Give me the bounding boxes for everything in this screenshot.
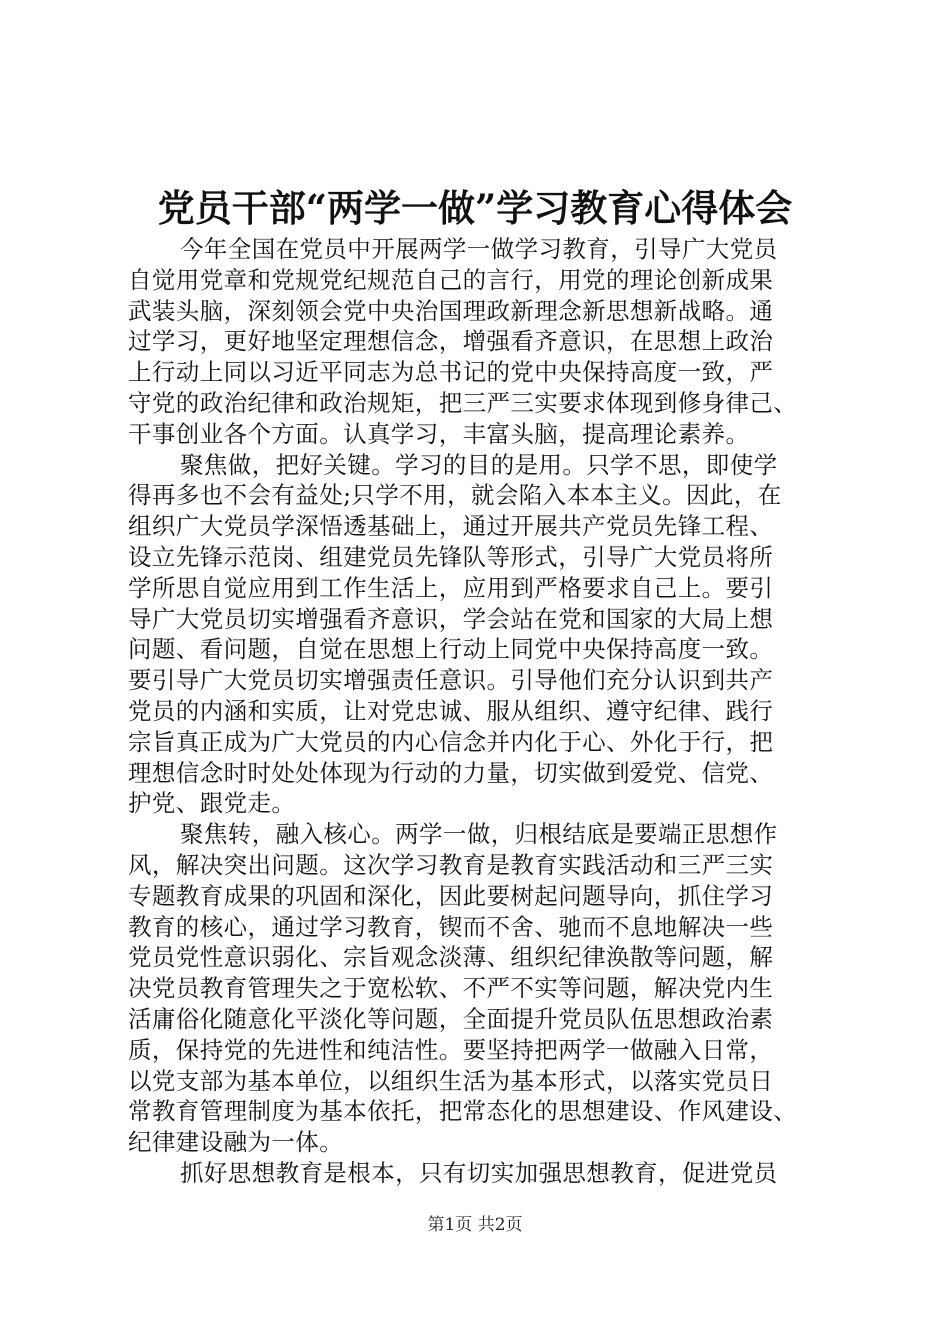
text-line: 教育的核心，通过学习教育，锲而不舍、驰而不息地解决一些: [128, 912, 774, 941]
text-line: 要引导广大党员切实增强责任意识。引导他们充分认识到共产: [128, 666, 774, 695]
text-line: 过学习，更好地坚定理想信念，增强看齐意识，在思想上政治: [128, 327, 774, 356]
text-line: 抓好思想教育是根本，只有切实加强思想教育，促进党员: [180, 1158, 778, 1187]
text-line: 决党员教育管理失之于宽松软、不严不实等问题，解决党内生: [128, 974, 774, 1003]
text-line: 聚焦转，融入核心。两学一做，归根结底是要端正思想作: [180, 820, 778, 849]
text-line: 以党支部为基本单位，以组织生活为基本形式，以落实党员日: [128, 1066, 774, 1095]
text-line: 党员的内涵和实质，让对党忠诚、服从组织、遵守纪律、践行: [128, 696, 774, 725]
text-line: 得再多也不会有益处;只学不用，就会陷入本本主义。因此，在: [128, 481, 782, 510]
page-footer: 第1页 共2页: [427, 1215, 523, 1235]
text-line: 武装头脑，深刻领会党中央治国理政新理念新思想新战略。通: [128, 296, 774, 325]
text-line: 上行动上同以习近平同志为总书记的党中央保持高度一致，严: [128, 358, 774, 387]
text-line: 纪律建设融为一体。: [128, 1128, 344, 1157]
text-line: 组织广大党员学深悟透基础上，通过开展共产党员先锋工程、: [128, 512, 774, 541]
text-line: 聚焦做，把好关键。学习的目的是用。只学不思，即使学: [180, 450, 778, 479]
text-line: 自觉用党章和党规党纪规范自己的言行，用党的理论创新成果: [128, 265, 774, 294]
text-line: 护党、跟党走。: [128, 789, 296, 818]
text-line: 质，保持党的先进性和纯洁性。要坚持把两学一做融入日常，: [128, 1035, 774, 1064]
text-line: 专题教育成果的巩固和深化，因此要树起问题导向，抓住学习: [128, 881, 774, 910]
text-line: 干事创业各个方面。认真学习，丰富头脑，提高理论素养。: [128, 419, 750, 448]
text-line: 问题、看问题，自觉在思想上行动上同党中央保持高度一致。: [128, 635, 774, 664]
text-line: 守党的政治纪律和政治规矩，把三严三实要求体现到修身律己、: [128, 388, 798, 417]
text-line: 学所思自觉应用到工作生活上，应用到严格要求自己上。要引: [128, 573, 774, 602]
document-title: 党员干部“两学一做”学习教育心得体会: [157, 186, 793, 230]
text-line: 活庸俗化随意化平淡化等问题，全面提升党员队伍思想政治素: [128, 1004, 774, 1033]
document-body: [128, 234, 840, 1189]
text-line: 宗旨真正成为广大党员的内心信念并内化于心、外化于行，把: [128, 727, 774, 756]
text-line: 党员党性意识弱化、宗旨观念淡薄、组织纪律涣散等问题，解: [128, 943, 774, 972]
text-line: 风，解决突出问题。这次学习教育是教育实践活动和三严三实: [128, 850, 774, 879]
text-line: 导广大党员切实增强看齐意识，学会站在党和国家的大局上想: [128, 604, 774, 633]
text-line: 设立先锋示范岗、组建党员先锋队等形式，引导广大党员将所: [128, 542, 774, 571]
text-line: 今年全国在党员中开展两学一做学习教育，引导广大党员: [180, 235, 778, 263]
text-line: 理想信念时时处处体现为行动的力量，切实做到爱党、信党、: [128, 758, 774, 787]
text-line: 常教育管理制度为基本依托，把常态化的思想建设、作风建设、: [128, 1097, 798, 1126]
